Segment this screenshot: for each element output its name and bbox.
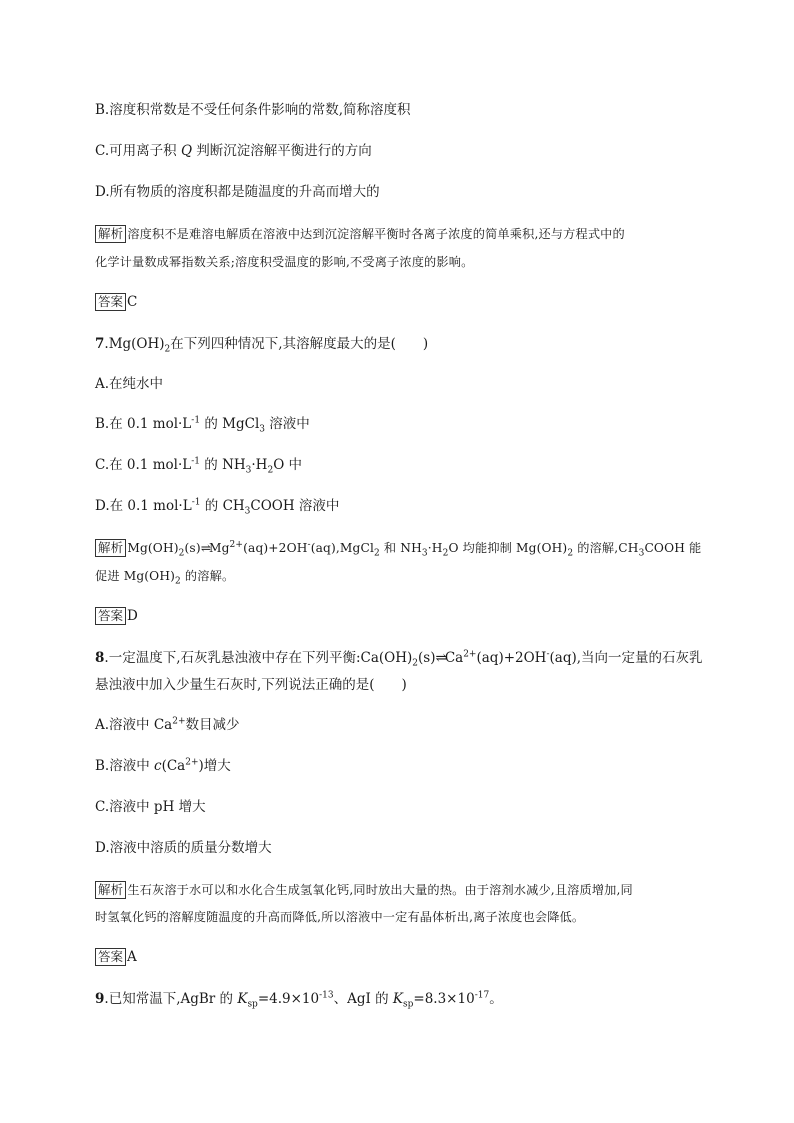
q9-stem: 9.已知常温下,AgBr 的 $K_{sp}=4.9\times 10^{-13}$、AgI 的 $K_{sp}=8.3\times 10^{-17}$。 [95,990,503,1010]
q8-option-d: D.溶液中溶质的质量分数增大 [95,840,272,856]
q7-option-a: A.在纯水中 [95,376,164,392]
q7-analysis-line-2: 促进 $Mg(OH)_2$ 的溶解。 [95,569,235,587]
answer-label: 答案 [95,948,126,966]
q6-analysis-line-1: 解析 溶度积不是难溶电解质在溶液中达到沉淀溶解平衡时各离子浓度的简单乘积,还与方程式中的 [95,225,625,243]
answer-label: 答案 [95,293,126,311]
q8-stem-line-2: 悬浊液中加入少量生石灰时,下列说法正确的是( ) [95,677,407,693]
q8-answer: 答案 A [95,948,137,966]
q8-option-a: A.溶液中 $Ca^{2+}$数目减少 [95,716,240,733]
q6-option-b: B.溶度积常数是不受任何条件影响的常数,简称溶度积 [95,102,411,118]
q6-option-d: D.所有物质的溶度积都是随温度的升高而增大的 [95,184,380,200]
q7-option-d: D.在 0.1 $mol\cdot L^{-1}$ 的 $CH_3COOH$ 溶液中 [95,497,340,517]
q8-option-b: B.溶液中 $c(Ca^{2+})$增大 [95,757,231,774]
q8-analysis-line-1: 解析 生石灰溶于水可以和水化合生成氢氧化钙,同时放出大量的热。由于溶剂水减少,且溶质增加,同 [95,881,633,899]
analysis-label: 解析 [95,881,126,899]
q6-answer: 答案 C [95,293,137,311]
analysis-label: 解析 [95,225,126,243]
equilibrium-arrow: ⇌ [435,650,445,666]
equilibrium-arrow: ⇌ [200,541,209,555]
q8-option-c: C.溶液中 pH 增大 [95,799,206,815]
q6-analysis-line-2: 化学计量数成幂指数关系;溶度积受温度的影响,不受离子浓度的影响。 [95,255,474,269]
q7-option-c: C.在 0.1 $mol\cdot L^{-1}$ 的 $NH_3\cdot H_2O$ 中 [95,456,303,476]
q8-analysis-line-2: 时氢氧化钙的溶解度随温度的升高而降低,所以溶液中一定有晶体析出,离子浓度也会降低。 [95,910,585,924]
analysis-label: 解析 [95,539,126,557]
q7-analysis-line-1: 解析 $Mg(OH)_2(s)\rightleftharpoons Mg^{2+}(aq)+2OH^-(aq),MgCl_2$ 和 $NH_3\cdot H_2O$ 均能抑制 $Mg(OH)_2$ 的溶解$,CH_3COOH$ 能 [95,539,701,557]
q6-option-c: C.可用离子积 Q 判断沉淀溶解平衡进行的方向 [95,143,372,159]
q7-option-b: B.在 0.1 $mol\cdot L^{-1}$ 的 MgCl$_3$ 溶液中 [95,415,310,435]
q7-stem: $7.Mg(OH)_2$在下列四种情况下,其溶解度最大的是( ) [95,336,429,355]
answer-label: 答案 [95,607,126,625]
q8-stem-line-1: 8.一定温度下,石灰乳悬浊液中存在下列平衡$:Ca(OH)_2(s)\rightleftharpoons Ca^{2+}(aq)+2OH^-(aq)$,当向一定量的石灰乳 [95,649,703,669]
q7-answer: 答案 D [95,607,138,625]
